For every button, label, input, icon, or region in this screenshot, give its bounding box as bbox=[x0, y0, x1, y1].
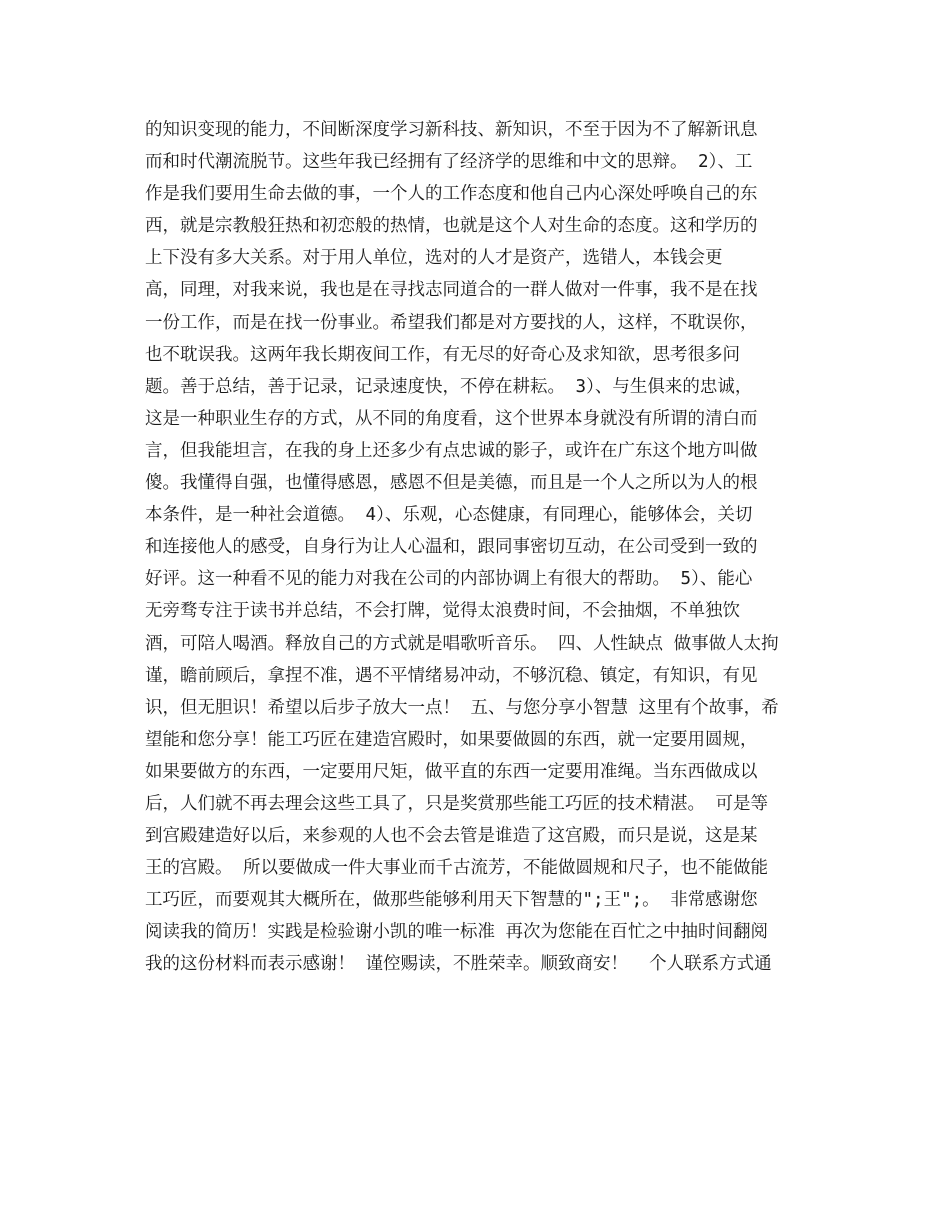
text-line: 作是我们要用生命去做的事，一个人的工作态度和他自己内心深处呼唤自己的东 bbox=[145, 184, 758, 205]
text-line: 这是一种职业生存的方式，从不同的角度看，这个世界本身就没有所谓的清白而 bbox=[145, 408, 758, 429]
text-line: 高，同理，对我来说，我也是在寻找志同道合的一群人做对一件事，我不是在找 bbox=[145, 280, 758, 301]
text-line: 如果要做方的东西，一定要用尺矩，做平直的东西一定要用准绳。当东西做成以 bbox=[145, 761, 758, 782]
text-line: 上下没有多大关系。对于用人单位，选对的人才是资产，选错人，本钱会更 bbox=[145, 248, 723, 269]
text-line: 好评。这一种看不见的能力对我在公司的内部协调上有很大的帮助。 5）、能心 bbox=[145, 569, 753, 590]
text-line: 到宫殿建造好以后，来参观的人也不会去管是谁造了这宫殿，而只是说，这是某 bbox=[145, 826, 758, 847]
text-line: 题。善于总结，善于记录，记录速度快，不停在耕耘。 3）、与生俱来的忠诚， bbox=[145, 376, 753, 397]
text-line: 后，人们就不再去理会这些工具了，只是奖赏那些能工巧匠的技术精湛。 可是等 bbox=[145, 793, 769, 814]
text-line: 西，就是宗教般狂热和初恋般的热情，也就是这个人对生命的态度。这和学历的 bbox=[145, 216, 758, 237]
text-line: 言，但我能坦言，在我的身上还多少有点忠诚的影子，或许在广东这个地方叫做 bbox=[145, 440, 758, 461]
text-line: 阅读我的简历！实践是检验谢小凯的唯一标准 再次为您能在百忙之中抽时间翻阅 bbox=[145, 922, 769, 943]
text-line: 王的宫殿。 所以要做成一件大事业而千古流芳，不能做圆规和尺子，也不能做能 bbox=[145, 858, 769, 879]
text-line: 的知识变现的能力，不间断深度学习新科技、新知识，不至于因为不了解新讯息 bbox=[145, 120, 758, 140]
text-line: 而和时代潮流脱节。这些年我已经拥有了经济学的思维和中文的思辩。 2）、工 bbox=[145, 152, 753, 173]
text-line: 酒，可陪人喝酒。释放自己的方式就是唱歌听音乐。 四、人性缺点 做事做人太拘 bbox=[145, 633, 779, 654]
text-line: 望能和您分享！能工巧匠在建造宫殿时，如果要做圆的东西，就一定要用圆规， bbox=[145, 729, 758, 750]
text-line: 工巧匠，而要观其大概所在，做那些能够利用天下智慧的";王";。 非常感谢您 bbox=[145, 890, 758, 911]
text-line: 和连接他人的感受，自身行为让人心温和，跟同事密切互动，在公司受到一致的 bbox=[145, 537, 758, 558]
text-line: 我的这份材料而表示感谢！ 谨倥赐读，不胜荣幸。顺致商安！ 个人联系方式通 bbox=[145, 954, 772, 975]
text-line: 谨，瞻前顾后，拿捏不准，遇不平情绪易冲动，不够沉稳、镇定，有知识，有见 bbox=[145, 665, 758, 686]
text-line: 识，但无胆识！希望以后步子放大一点！ 五、与您分享小智慧 这里有个故事，希 bbox=[145, 697, 779, 718]
body-text bbox=[145, 114, 815, 981]
text-line: 无旁骛专注于读书并总结，不会打牌，觉得太浪费时间，不会抽烟，不单独饮 bbox=[145, 601, 740, 622]
text-line: 也不耽误我。这两年我长期夜间工作，有无尽的好奇心及求知欲，思考很多问 bbox=[145, 344, 740, 365]
text-line: 傻。我懂得自强，也懂得感恩，感恩不但是美德，而且是一个人之所以为人的根 bbox=[145, 473, 758, 494]
text-line: 一份工作，而是在找一份事业。希望我们都是对方要找的人，这样，不耽误你， bbox=[145, 312, 758, 333]
text-line: 本条件，是一种社会道德。 4）、乐观，心态健康，有同理心，能够体会，关切 bbox=[145, 505, 753, 526]
